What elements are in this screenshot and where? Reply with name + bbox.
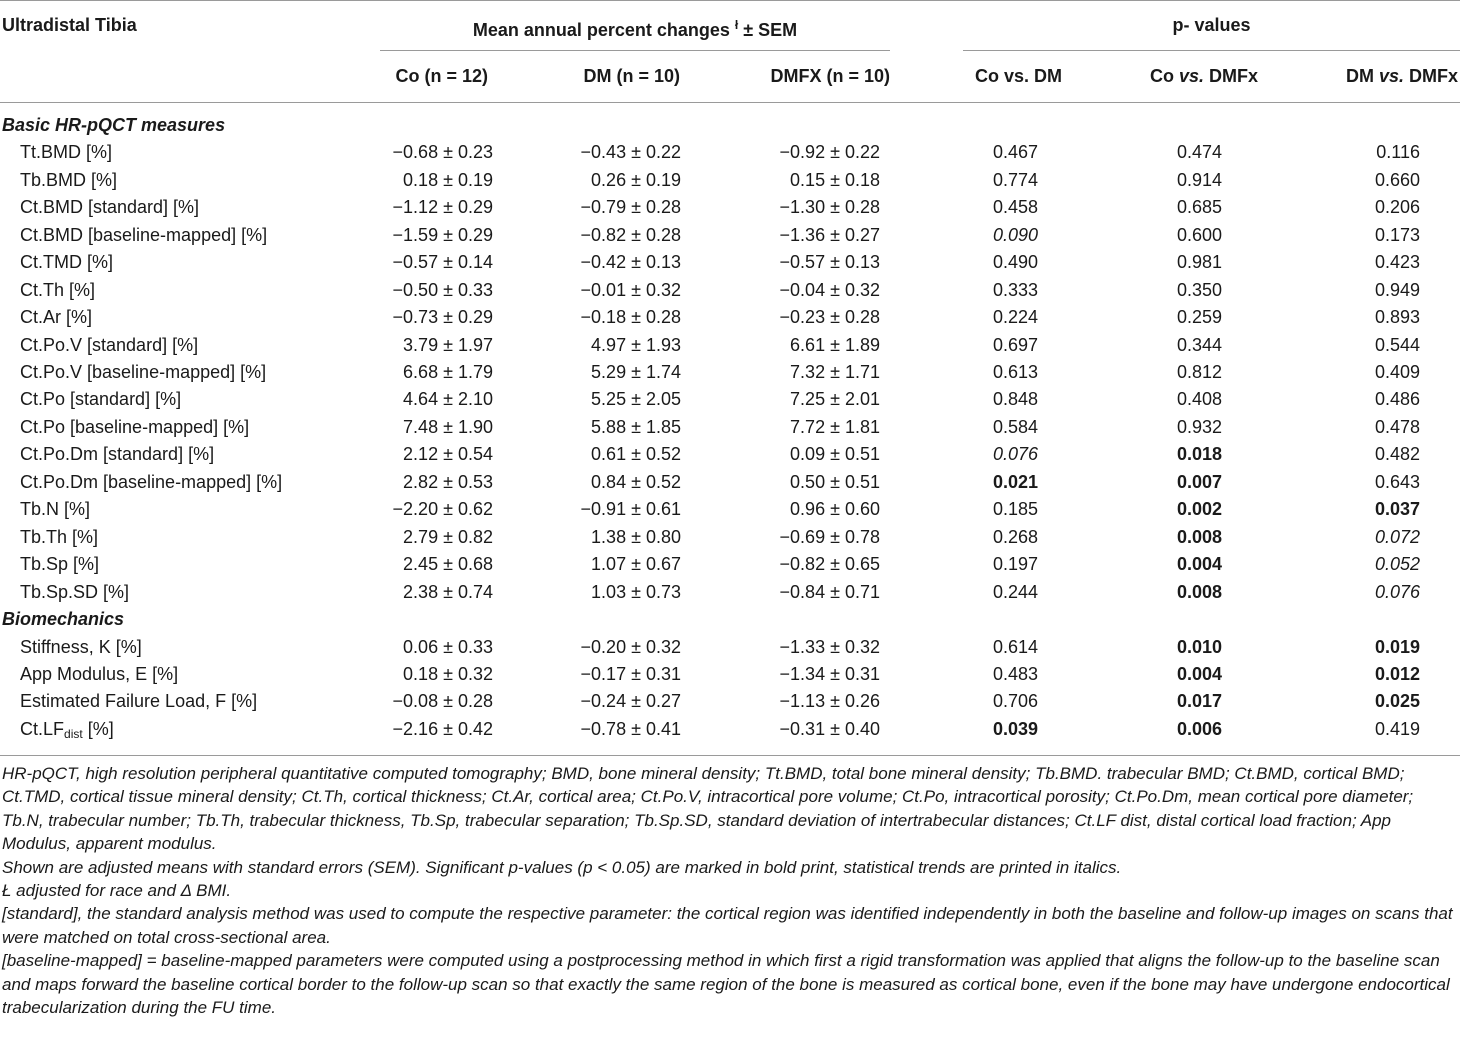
row-label: [20, 663, 178, 685]
cell-p3: 0.206: [1374, 197, 1420, 217]
header-bottom-rule: [0, 102, 1460, 103]
cell-dm: −0.79 ± 0.28: [580, 197, 681, 217]
cell-dmfx: 0.09 ± 0.51: [790, 444, 880, 464]
mean-group-suffix: ± SEM: [743, 20, 798, 40]
cell-p1: 0.039: [992, 719, 1038, 739]
row-label: [20, 636, 142, 658]
cell-p1: 0.244: [992, 582, 1038, 602]
cell-p3: 0.076: [1374, 582, 1420, 602]
row-label: [20, 334, 198, 356]
cell-p3: 0.660: [1374, 170, 1420, 190]
cell-dmfx: −0.57 ± 0.13: [779, 252, 880, 272]
cell-co: −0.08 ± 0.28: [392, 691, 493, 711]
row-label-text: Ct.Po [standard] [%]: [20, 389, 182, 409]
cell-p1: 0.197: [992, 554, 1038, 574]
adjustment-mark: ł: [734, 18, 739, 32]
row-label-text: Ct.Po.V [baseline-mapped] [%]: [20, 362, 267, 382]
section-title: Biomechanics: [2, 609, 125, 629]
row-label: [20, 718, 114, 740]
row-label-text: App Modulus, E [%]: [20, 664, 179, 684]
table-title: Ultradistal Tibia: [2, 15, 137, 35]
cell-p3: 0.037: [1374, 499, 1420, 519]
cell-dmfx: 0.50 ± 0.51: [790, 472, 880, 492]
cell-p2: 0.008: [1176, 527, 1222, 547]
cell-p3: 0.012: [1374, 664, 1420, 684]
pvalue-group-rule: [963, 50, 1460, 51]
cell-co: −2.20 ± 0.62: [392, 499, 493, 519]
cell-p1: 0.613: [992, 362, 1038, 382]
cell-co: 2.79 ± 0.82: [403, 527, 493, 547]
row-label: [20, 471, 282, 493]
cell-dm: 1.38 ± 0.80: [591, 527, 681, 547]
cell-dmfx: −1.30 ± 0.28: [779, 197, 880, 217]
column-header-co-vs-dmfx: Co vs. DMFx: [1149, 66, 1258, 86]
cell-p1: 0.584: [992, 417, 1038, 437]
cell-p1: 0.090: [992, 225, 1038, 245]
cell-p3: 0.643: [1374, 472, 1420, 492]
cell-p1: 0.697: [992, 335, 1038, 355]
cell-dmfx: −0.84 ± 0.71: [779, 582, 880, 602]
cell-dmfx: −1.36 ± 0.27: [779, 225, 880, 245]
cell-co: 2.12 ± 0.54: [403, 444, 493, 464]
cell-co: 2.38 ± 0.74: [403, 582, 493, 602]
row-label-text: Ct.LF: [20, 719, 65, 739]
row-label-text: Tb.Sp [%]: [20, 554, 100, 574]
cell-dm: 0.61 ± 0.52: [591, 444, 681, 464]
cell-p1: 0.333: [992, 280, 1038, 300]
cell-p1: 0.467: [992, 142, 1038, 162]
cell-p3: 0.893: [1374, 307, 1420, 327]
cell-co: −0.50 ± 0.33: [392, 280, 493, 300]
cell-dmfx: −0.31 ± 0.40: [779, 719, 880, 739]
row-label: [20, 581, 129, 603]
cell-dm: 5.25 ± 2.05: [591, 389, 681, 409]
footnote-standard: [standard], the standard analysis method was used to compute the respective parameter: the cortical region was identified independently in both the baseline and follow-up images on scans that were matched on total cross-sectional area.: [2, 904, 1453, 947]
cell-dm: −0.01 ± 0.32: [580, 280, 681, 300]
cell-p2: 0.004: [1176, 554, 1222, 574]
cell-dmfx: 0.15 ± 0.18: [790, 170, 880, 190]
cell-dm: −0.91 ± 0.61: [580, 499, 681, 519]
row-label-text: Estimated Failure Load, F [%]: [20, 691, 258, 711]
cell-dmfx: −1.34 ± 0.31: [779, 664, 880, 684]
cell-p1: 0.021: [992, 472, 1038, 492]
cell-dm: −0.17 ± 0.31: [580, 664, 681, 684]
cell-p2: 0.600: [1176, 225, 1222, 245]
row-label-text: Ct.BMD [baseline-mapped] [%]: [20, 225, 268, 245]
cell-dm: −0.20 ± 0.32: [580, 637, 681, 657]
cell-dm: 4.97 ± 1.93: [591, 335, 681, 355]
footnote-adjustment: Ł adjusted for race and Δ BMI.: [2, 881, 232, 901]
row-label-text: Ct.Po.Dm [baseline-mapped] [%]: [20, 472, 283, 492]
row-label: [20, 251, 113, 273]
row-label: [20, 306, 92, 328]
cell-p3: 0.052: [1374, 554, 1420, 574]
cell-co: 3.79 ± 1.97: [403, 335, 493, 355]
row-label: [20, 279, 95, 301]
cell-p1: 0.268: [992, 527, 1038, 547]
cell-co: 0.18 ± 0.32: [403, 664, 493, 684]
cell-dm: 5.29 ± 1.74: [591, 362, 681, 382]
cell-dmfx: −0.23 ± 0.28: [779, 307, 880, 327]
cell-dmfx: −0.82 ± 0.65: [779, 554, 880, 574]
cell-dm: −0.82 ± 0.28: [580, 225, 681, 245]
row-label-text: Ct.Th [%]: [20, 280, 96, 300]
cell-dmfx: 7.25 ± 2.01: [790, 389, 880, 409]
cell-dm: −0.42 ± 0.13: [580, 252, 681, 272]
column-header-dm: DM (n = 10): [583, 66, 680, 86]
cell-dmfx: 7.32 ± 1.71: [790, 362, 880, 382]
pvalue-group-header: p- values: [1172, 15, 1251, 35]
cell-dmfx: −1.33 ± 0.32: [779, 637, 880, 657]
cell-p3: 0.019: [1374, 637, 1420, 657]
cell-p2: 0.008: [1176, 582, 1222, 602]
cell-co: −0.68 ± 0.23: [392, 142, 493, 162]
cell-dm: −0.43 ± 0.22: [580, 142, 681, 162]
cell-p3: 0.025: [1374, 691, 1420, 711]
row-label: [20, 443, 214, 465]
cell-dm: 5.88 ± 1.85: [591, 417, 681, 437]
cell-p2: 0.004: [1176, 664, 1222, 684]
table-footnotes: [2, 762, 1458, 1019]
row-label-text: Stiffness, K [%]: [20, 637, 142, 657]
cell-co: 0.18 ± 0.19: [403, 170, 493, 190]
row-label-text: Tt.BMD [%]: [20, 142, 113, 162]
row-label-text: Ct.Po [baseline-mapped] [%]: [20, 417, 250, 437]
cell-dm: −0.78 ± 0.41: [580, 719, 681, 739]
cell-co: 2.82 ± 0.53: [403, 472, 493, 492]
cell-dm: −0.24 ± 0.27: [580, 691, 681, 711]
row-label-text: Tb.Sp.SD [%]: [20, 582, 130, 602]
cell-p2: 0.474: [1176, 142, 1222, 162]
section-title: Basic HR-pQCT measures: [2, 115, 226, 135]
row-label: [20, 526, 98, 548]
mean-group-header: [380, 14, 890, 41]
cell-p2: 0.812: [1176, 362, 1222, 382]
cell-p2: 0.006: [1176, 719, 1222, 739]
cell-p2: 0.002: [1176, 499, 1222, 519]
cell-p3: 0.482: [1374, 444, 1420, 464]
cell-p3: 0.486: [1374, 389, 1420, 409]
row-label: [20, 169, 117, 191]
cell-p1: 0.483: [992, 664, 1038, 684]
cell-dmfx: 6.61 ± 1.89: [790, 335, 880, 355]
cell-dmfx: 0.96 ± 0.60: [790, 499, 880, 519]
cell-p3: 0.409: [1374, 362, 1420, 382]
row-label-subscript: dist: [64, 727, 83, 741]
cell-p1: 0.774: [992, 170, 1038, 190]
cell-p1: 0.458: [992, 197, 1038, 217]
cell-p1: 0.614: [992, 637, 1038, 657]
row-label: [20, 388, 181, 410]
cell-p1: 0.224: [992, 307, 1038, 327]
cell-co: 7.48 ± 1.90: [403, 417, 493, 437]
row-label: [20, 690, 257, 712]
column-header-co-vs-dm: Co vs. DM: [974, 66, 1062, 86]
cell-co: 0.06 ± 0.33: [403, 637, 493, 657]
cell-p1: 0.076: [992, 444, 1038, 464]
cell-p3: 0.072: [1374, 527, 1420, 547]
cell-p2: 0.007: [1176, 472, 1222, 492]
row-label-text: Ct.Po.V [standard] [%]: [20, 335, 199, 355]
cell-p2: 0.408: [1176, 389, 1222, 409]
column-header-co: Co (n = 12): [395, 66, 488, 86]
row-label-text: Ct.BMD [standard] [%]: [20, 197, 200, 217]
row-label: [20, 361, 266, 383]
row-label-text: Ct.Po.Dm [standard] [%]: [20, 444, 215, 464]
cell-p3: 0.423: [1374, 252, 1420, 272]
cell-dm: 1.03 ± 0.73: [591, 582, 681, 602]
cell-dmfx: −0.92 ± 0.22: [779, 142, 880, 162]
cell-p3: 0.544: [1374, 335, 1420, 355]
cell-co: −0.57 ± 0.14: [392, 252, 493, 272]
footnote-significance: Shown are adjusted means with standard errors (SEM). Significant p-values (p < 0.05) are marked in bold print, statistical trends are printed in italics.: [2, 857, 1122, 877]
column-header-dm-vs-dmfx: DM vs. DMFx: [1345, 66, 1458, 86]
cell-p2: 0.018: [1176, 444, 1222, 464]
row-label: [20, 141, 112, 163]
cell-p1: 0.185: [992, 499, 1038, 519]
column-header-dmfx: DMFX (n = 10): [770, 66, 890, 86]
mean-group-rule: [380, 50, 890, 51]
mean-group-label: Mean annual percent changes: [472, 20, 730, 40]
cell-dmfx: −0.69 ± 0.78: [779, 527, 880, 547]
row-label-text: Tb.Th [%]: [20, 527, 99, 547]
cell-co: 2.45 ± 0.68: [403, 554, 493, 574]
cell-dm: 1.07 ± 0.67: [591, 554, 681, 574]
cell-p2: 0.981: [1176, 252, 1222, 272]
cell-p1: 0.490: [992, 252, 1038, 272]
table-bottom-rule: [0, 755, 1460, 756]
top-rule: [0, 0, 1460, 1]
row-label: [20, 498, 90, 520]
cell-dm: 0.26 ± 0.19: [591, 170, 681, 190]
row-label: [20, 553, 99, 575]
cell-p1: 0.848: [992, 389, 1038, 409]
row-label: [20, 416, 249, 438]
row-label: [20, 224, 267, 246]
footnote-baseline-mapped: [baseline-mapped] = baseline-mapped parameters were computed using a postprocessing method in which first a rigid transformation was applied that aligns the follow-up to the baseline scan and maps forward the baseline cortical border to the follow-up scan so that exactly the same region of the bone is measured as cortical bone, even if the bone may have undergone endocortical trabecularization during the FU time.: [2, 951, 1450, 1018]
cell-p2: 0.932: [1176, 417, 1222, 437]
cell-p2: 0.914: [1176, 170, 1222, 190]
cell-co: −2.16 ± 0.42: [392, 719, 493, 739]
row-label-suffix: [%]: [82, 719, 114, 739]
cell-p3: 0.173: [1374, 225, 1420, 245]
cell-dmfx: −1.13 ± 0.26: [779, 691, 880, 711]
cell-p2: 0.259: [1176, 307, 1222, 327]
row-label: [20, 196, 199, 218]
row-label-text: Ct.TMD [%]: [20, 252, 113, 272]
cell-dmfx: 7.72 ± 1.81: [790, 417, 880, 437]
cell-co: −1.12 ± 0.29: [392, 197, 493, 217]
cell-dmfx: −0.04 ± 0.32: [779, 280, 880, 300]
cell-p2: 0.010: [1176, 637, 1222, 657]
cell-p3: 0.116: [1376, 142, 1420, 162]
row-label-text: Ct.Ar [%]: [20, 307, 93, 327]
row-label-text: Tb.BMD [%]: [20, 170, 118, 190]
row-label-text: Tb.N [%]: [20, 499, 91, 519]
cell-dm: −0.18 ± 0.28: [580, 307, 681, 327]
cell-p2: 0.344: [1176, 335, 1222, 355]
cell-p2: 0.017: [1176, 691, 1222, 711]
cell-co: −0.73 ± 0.29: [392, 307, 493, 327]
cell-p1: 0.706: [992, 691, 1038, 711]
cell-co: 4.64 ± 2.10: [403, 389, 493, 409]
cell-dm: 0.84 ± 0.52: [591, 472, 681, 492]
cell-p2: 0.685: [1176, 197, 1222, 217]
cell-p3: 0.949: [1374, 280, 1420, 300]
footnote-abbreviations: HR-pQCT, high resolution peripheral quantitative computed tomography; BMD, bone mineral density; Tt.BMD, total bone mineral density; Tb.BMD. trabecular BMD; Ct.BMD, cortical BMD; Ct.TMD, cortical tissue mineral density; Ct.Th, cortical thickness; Ct.Ar, cortical area; Ct.Po.V, intracortical pore volume; Ct.Po, intracortical porosity; Ct.Po.Dm, mean cortical pore diameter; Tb.N, trabecular number; Tb.Th, trabecular thickness, Tb.Sp, trabecular separation; Tb.Sp.SD, standard deviation of intertrabecular distances; Ct.LF dist, distal cortical load fraction; App Modulus, apparent modulus.: [2, 764, 1414, 854]
cell-co: 6.68 ± 1.79: [403, 362, 493, 382]
cell-p3: 0.419: [1374, 719, 1420, 739]
cell-p2: 0.350: [1176, 280, 1222, 300]
cell-co: −1.59 ± 0.29: [392, 225, 493, 245]
cell-p3: 0.478: [1374, 417, 1420, 437]
